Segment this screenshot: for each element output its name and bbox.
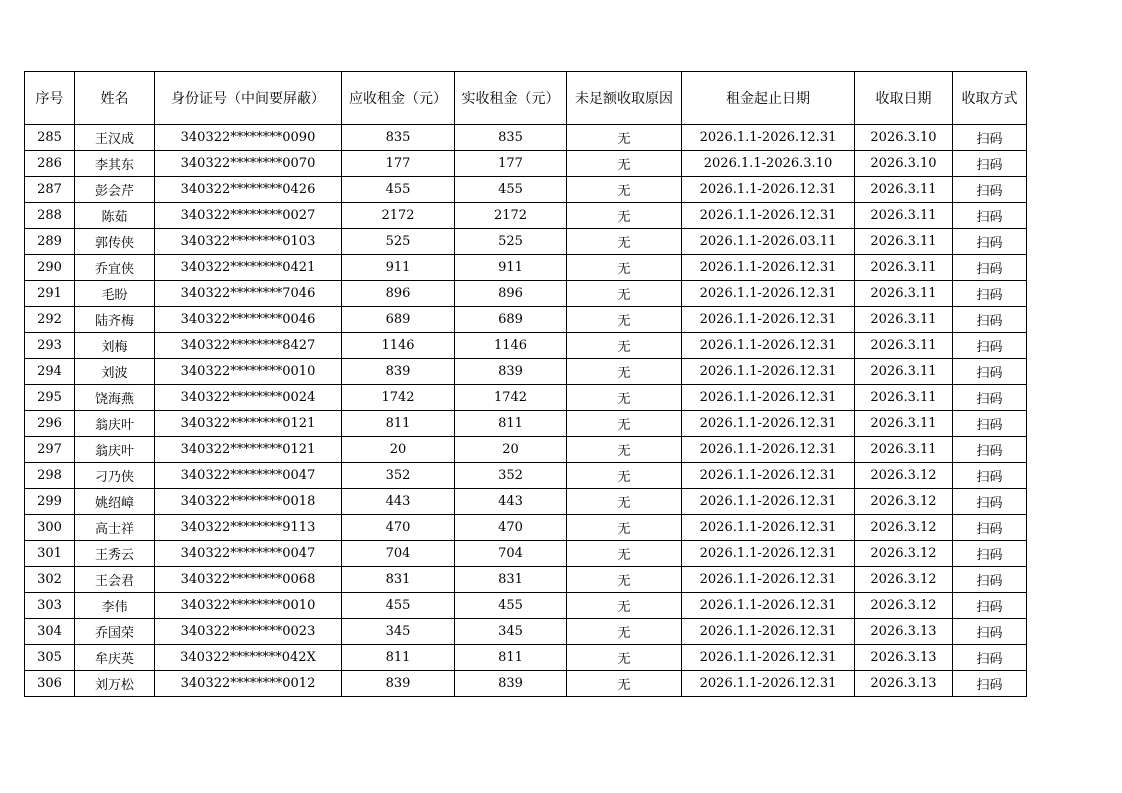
cell-collection-date: 2026.3.11 — [855, 307, 953, 333]
table-row — [25, 385, 1027, 411]
cell-rent-due: 455 — [342, 593, 455, 619]
table-row — [25, 203, 1027, 229]
cell-id-number: 340322********0047 — [155, 463, 342, 489]
cell-name: 毛盼 — [75, 281, 155, 307]
cell-rent-received: 835 — [455, 125, 567, 151]
cell-collection-date: 2026.3.12 — [855, 567, 953, 593]
cell-rent-due: 811 — [342, 411, 455, 437]
cell-id-number: 340322********0426 — [155, 177, 342, 203]
cell-shortfall-reason: 无 — [567, 567, 682, 593]
cell-serial-number: 286 — [25, 151, 75, 177]
header-rent-due: 应收租金（元） — [342, 72, 455, 125]
cell-payment-method: 扫码 — [953, 671, 1027, 697]
cell-serial-number: 294 — [25, 359, 75, 385]
table-row — [25, 411, 1027, 437]
cell-rent-period: 2026.1.1-2026.12.31 — [682, 593, 855, 619]
cell-serial-number: 295 — [25, 385, 75, 411]
cell-collection-date: 2026.3.10 — [855, 125, 953, 151]
cell-rent-due: 1146 — [342, 333, 455, 359]
cell-collection-date: 2026.3.12 — [855, 489, 953, 515]
cell-collection-date: 2026.3.12 — [855, 541, 953, 567]
table-row — [25, 437, 1027, 463]
cell-serial-number: 301 — [25, 541, 75, 567]
cell-serial-number: 299 — [25, 489, 75, 515]
cell-serial-number: 304 — [25, 619, 75, 645]
cell-rent-period: 2026.1.1-2026.12.31 — [682, 307, 855, 333]
cell-rent-due: 455 — [342, 177, 455, 203]
cell-serial-number: 305 — [25, 645, 75, 671]
cell-id-number: 340322********0121 — [155, 411, 342, 437]
cell-name: 王会君 — [75, 567, 155, 593]
cell-rent-period: 2026.1.1-2026.12.31 — [682, 203, 855, 229]
cell-shortfall-reason: 无 — [567, 385, 682, 411]
cell-payment-method: 扫码 — [953, 489, 1027, 515]
cell-name: 翁庆叶 — [75, 411, 155, 437]
cell-payment-method: 扫码 — [953, 281, 1027, 307]
cell-collection-date: 2026.3.12 — [855, 463, 953, 489]
cell-rent-received: 525 — [455, 229, 567, 255]
cell-rent-due: 704 — [342, 541, 455, 567]
cell-rent-period: 2026.1.1-2026.12.31 — [682, 177, 855, 203]
cell-rent-due: 1742 — [342, 385, 455, 411]
cell-serial-number: 302 — [25, 567, 75, 593]
cell-payment-method: 扫码 — [953, 151, 1027, 177]
cell-collection-date: 2026.3.13 — [855, 671, 953, 697]
cell-collection-date: 2026.3.11 — [855, 333, 953, 359]
cell-name: 王汉成 — [75, 125, 155, 151]
cell-payment-method: 扫码 — [953, 229, 1027, 255]
cell-rent-period: 2026.1.1-2026.12.31 — [682, 489, 855, 515]
cell-payment-method: 扫码 — [953, 411, 1027, 437]
header-name: 姓名 — [75, 72, 155, 125]
cell-id-number: 340322********0121 — [155, 437, 342, 463]
cell-serial-number: 287 — [25, 177, 75, 203]
header-serial-number: 序号 — [25, 72, 75, 125]
table-row — [25, 515, 1027, 541]
cell-rent-period: 2026.1.1-2026.12.31 — [682, 333, 855, 359]
cell-shortfall-reason: 无 — [567, 229, 682, 255]
cell-serial-number: 290 — [25, 255, 75, 281]
cell-payment-method: 扫码 — [953, 541, 1027, 567]
cell-rent-period: 2026.1.1-2026.12.31 — [682, 671, 855, 697]
cell-name: 郭传侠 — [75, 229, 155, 255]
cell-id-number: 340322********7046 — [155, 281, 342, 307]
cell-shortfall-reason: 无 — [567, 645, 682, 671]
cell-shortfall-reason: 无 — [567, 203, 682, 229]
cell-serial-number: 293 — [25, 333, 75, 359]
table-row — [25, 541, 1027, 567]
cell-id-number: 340322********0018 — [155, 489, 342, 515]
cell-rent-received: 911 — [455, 255, 567, 281]
cell-rent-due: 811 — [342, 645, 455, 671]
cell-payment-method: 扫码 — [953, 359, 1027, 385]
cell-id-number: 340322********0090 — [155, 125, 342, 151]
cell-shortfall-reason: 无 — [567, 593, 682, 619]
cell-rent-received: 345 — [455, 619, 567, 645]
table-row — [25, 281, 1027, 307]
cell-payment-method: 扫码 — [953, 567, 1027, 593]
cell-name: 乔国荣 — [75, 619, 155, 645]
cell-collection-date: 2026.3.11 — [855, 229, 953, 255]
cell-name: 翁庆叶 — [75, 437, 155, 463]
cell-rent-due: 839 — [342, 671, 455, 697]
cell-shortfall-reason: 无 — [567, 541, 682, 567]
cell-name: 牟庆英 — [75, 645, 155, 671]
cell-collection-date: 2026.3.11 — [855, 177, 953, 203]
cell-payment-method: 扫码 — [953, 645, 1027, 671]
cell-serial-number: 297 — [25, 437, 75, 463]
cell-rent-period: 2026.1.1-2026.12.31 — [682, 619, 855, 645]
cell-rent-received: 839 — [455, 671, 567, 697]
cell-rent-period: 2026.1.1-2026.3.10 — [682, 151, 855, 177]
cell-serial-number: 289 — [25, 229, 75, 255]
cell-shortfall-reason: 无 — [567, 125, 682, 151]
cell-name: 李其东 — [75, 151, 155, 177]
cell-payment-method: 扫码 — [953, 177, 1027, 203]
cell-rent-due: 345 — [342, 619, 455, 645]
cell-rent-due: 20 — [342, 437, 455, 463]
cell-name: 乔宜侠 — [75, 255, 155, 281]
cell-name: 刘梅 — [75, 333, 155, 359]
header-payment-method: 收取方式 — [953, 72, 1027, 125]
cell-payment-method: 扫码 — [953, 333, 1027, 359]
cell-payment-method: 扫码 — [953, 385, 1027, 411]
cell-shortfall-reason: 无 — [567, 411, 682, 437]
cell-rent-due: 177 — [342, 151, 455, 177]
cell-id-number: 340322********0046 — [155, 307, 342, 333]
cell-name: 陆齐梅 — [75, 307, 155, 333]
cell-rent-due: 470 — [342, 515, 455, 541]
header-shortfall-reason: 未足额收取原因 — [567, 72, 682, 125]
cell-payment-method: 扫码 — [953, 203, 1027, 229]
cell-rent-due: 896 — [342, 281, 455, 307]
table-row — [25, 489, 1027, 515]
header-row — [25, 72, 1027, 125]
cell-shortfall-reason: 无 — [567, 515, 682, 541]
table-row — [25, 463, 1027, 489]
table-body — [25, 125, 1027, 697]
cell-collection-date: 2026.3.11 — [855, 437, 953, 463]
cell-id-number: 340322********0421 — [155, 255, 342, 281]
cell-rent-due: 831 — [342, 567, 455, 593]
cell-rent-due: 839 — [342, 359, 455, 385]
cell-rent-received: 470 — [455, 515, 567, 541]
cell-rent-received: 2172 — [455, 203, 567, 229]
cell-name: 饶海燕 — [75, 385, 155, 411]
cell-name: 高士祥 — [75, 515, 155, 541]
table-row — [25, 125, 1027, 151]
cell-serial-number: 296 — [25, 411, 75, 437]
cell-id-number: 340322********0012 — [155, 671, 342, 697]
cell-name: 陈茹 — [75, 203, 155, 229]
cell-rent-received: 455 — [455, 177, 567, 203]
cell-collection-date: 2026.3.11 — [855, 359, 953, 385]
cell-id-number: 340322********0047 — [155, 541, 342, 567]
rent-collection-table — [24, 71, 1027, 697]
cell-name: 李伟 — [75, 593, 155, 619]
header-id-number: 身份证号（中间要屏蔽） — [155, 72, 342, 125]
cell-serial-number: 288 — [25, 203, 75, 229]
cell-rent-period: 2026.1.1-2026.12.31 — [682, 645, 855, 671]
cell-rent-period: 2026.1.1-2026.03.11 — [682, 229, 855, 255]
cell-rent-period: 2026.1.1-2026.12.31 — [682, 437, 855, 463]
cell-shortfall-reason: 无 — [567, 333, 682, 359]
header-rent-received: 实收租金（元） — [455, 72, 567, 125]
cell-name: 姚绍嶂 — [75, 489, 155, 515]
cell-rent-received: 177 — [455, 151, 567, 177]
cell-rent-received: 1146 — [455, 333, 567, 359]
cell-rent-period: 2026.1.1-2026.12.31 — [682, 385, 855, 411]
cell-id-number: 340322********0024 — [155, 385, 342, 411]
cell-shortfall-reason: 无 — [567, 671, 682, 697]
cell-shortfall-reason: 无 — [567, 463, 682, 489]
cell-rent-due: 689 — [342, 307, 455, 333]
cell-name: 彭会芹 — [75, 177, 155, 203]
cell-rent-received: 896 — [455, 281, 567, 307]
table-row — [25, 567, 1027, 593]
table-row — [25, 359, 1027, 385]
cell-rent-received: 811 — [455, 645, 567, 671]
cell-payment-method: 扫码 — [953, 593, 1027, 619]
cell-rent-received: 689 — [455, 307, 567, 333]
cell-shortfall-reason: 无 — [567, 437, 682, 463]
cell-rent-received: 1742 — [455, 385, 567, 411]
cell-collection-date: 2026.3.11 — [855, 385, 953, 411]
cell-payment-method: 扫码 — [953, 255, 1027, 281]
cell-rent-period: 2026.1.1-2026.12.31 — [682, 567, 855, 593]
cell-id-number: 340322********0023 — [155, 619, 342, 645]
cell-id-number: 340322********0070 — [155, 151, 342, 177]
cell-payment-method: 扫码 — [953, 125, 1027, 151]
table-row — [25, 307, 1027, 333]
cell-rent-period: 2026.1.1-2026.12.31 — [682, 359, 855, 385]
cell-rent-received: 811 — [455, 411, 567, 437]
cell-rent-received: 443 — [455, 489, 567, 515]
cell-shortfall-reason: 无 — [567, 151, 682, 177]
table-row — [25, 593, 1027, 619]
cell-rent-received: 839 — [455, 359, 567, 385]
cell-id-number: 340322********0103 — [155, 229, 342, 255]
cell-serial-number: 306 — [25, 671, 75, 697]
cell-name: 刘万松 — [75, 671, 155, 697]
table-row — [25, 645, 1027, 671]
table-row — [25, 229, 1027, 255]
cell-rent-due: 911 — [342, 255, 455, 281]
cell-collection-date: 2026.3.10 — [855, 151, 953, 177]
cell-collection-date: 2026.3.11 — [855, 411, 953, 437]
cell-payment-method: 扫码 — [953, 307, 1027, 333]
cell-rent-received: 20 — [455, 437, 567, 463]
cell-name: 王秀云 — [75, 541, 155, 567]
cell-collection-date: 2026.3.12 — [855, 515, 953, 541]
cell-shortfall-reason: 无 — [567, 307, 682, 333]
cell-payment-method: 扫码 — [953, 463, 1027, 489]
cell-rent-due: 525 — [342, 229, 455, 255]
table-row — [25, 177, 1027, 203]
cell-serial-number: 292 — [25, 307, 75, 333]
cell-collection-date: 2026.3.13 — [855, 619, 953, 645]
cell-serial-number: 298 — [25, 463, 75, 489]
cell-rent-due: 2172 — [342, 203, 455, 229]
cell-serial-number: 300 — [25, 515, 75, 541]
cell-payment-method: 扫码 — [953, 619, 1027, 645]
cell-rent-due: 835 — [342, 125, 455, 151]
cell-shortfall-reason: 无 — [567, 281, 682, 307]
cell-id-number: 340322********0010 — [155, 359, 342, 385]
cell-collection-date: 2026.3.11 — [855, 203, 953, 229]
table-row — [25, 151, 1027, 177]
cell-rent-received: 455 — [455, 593, 567, 619]
cell-rent-due: 352 — [342, 463, 455, 489]
cell-name: 刁乃侠 — [75, 463, 155, 489]
cell-rent-period: 2026.1.1-2026.12.31 — [682, 463, 855, 489]
cell-id-number: 340322********0027 — [155, 203, 342, 229]
cell-id-number: 340322********0010 — [155, 593, 342, 619]
cell-name: 刘波 — [75, 359, 155, 385]
header-collection-date: 收取日期 — [855, 72, 953, 125]
cell-id-number: 340322********8427 — [155, 333, 342, 359]
cell-rent-period: 2026.1.1-2026.12.31 — [682, 541, 855, 567]
cell-id-number: 340322********0068 — [155, 567, 342, 593]
cell-rent-period: 2026.1.1-2026.12.31 — [682, 411, 855, 437]
cell-collection-date: 2026.3.11 — [855, 255, 953, 281]
table-row — [25, 619, 1027, 645]
cell-shortfall-reason: 无 — [567, 489, 682, 515]
cell-rent-period: 2026.1.1-2026.12.31 — [682, 255, 855, 281]
cell-shortfall-reason: 无 — [567, 177, 682, 203]
cell-shortfall-reason: 无 — [567, 619, 682, 645]
table-row — [25, 333, 1027, 359]
header-rent-period: 租金起止日期 — [682, 72, 855, 125]
cell-serial-number: 303 — [25, 593, 75, 619]
cell-rent-received: 831 — [455, 567, 567, 593]
cell-rent-due: 443 — [342, 489, 455, 515]
table-row — [25, 671, 1027, 697]
cell-serial-number: 285 — [25, 125, 75, 151]
cell-shortfall-reason: 无 — [567, 359, 682, 385]
cell-rent-period: 2026.1.1-2026.12.31 — [682, 125, 855, 151]
table-row — [25, 255, 1027, 281]
cell-rent-received: 352 — [455, 463, 567, 489]
cell-shortfall-reason: 无 — [567, 255, 682, 281]
cell-payment-method: 扫码 — [953, 515, 1027, 541]
cell-serial-number: 291 — [25, 281, 75, 307]
cell-collection-date: 2026.3.11 — [855, 281, 953, 307]
cell-rent-period: 2026.1.1-2026.12.31 — [682, 281, 855, 307]
cell-rent-received: 704 — [455, 541, 567, 567]
cell-rent-period: 2026.1.1-2026.12.31 — [682, 515, 855, 541]
cell-payment-method: 扫码 — [953, 437, 1027, 463]
cell-id-number: 340322********042X — [155, 645, 342, 671]
cell-collection-date: 2026.3.13 — [855, 645, 953, 671]
cell-collection-date: 2026.3.12 — [855, 593, 953, 619]
cell-id-number: 340322********9113 — [155, 515, 342, 541]
